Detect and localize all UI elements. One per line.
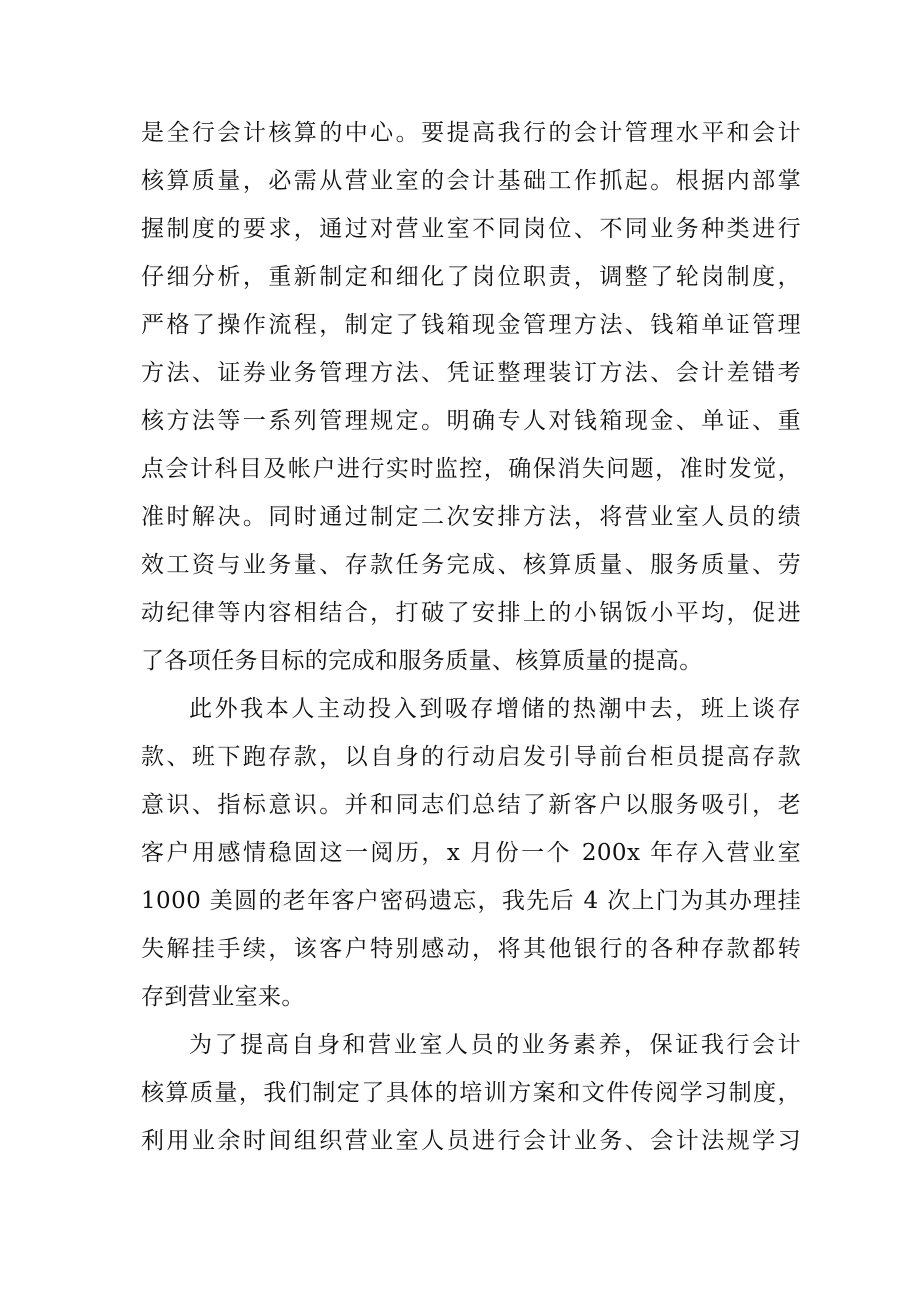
paragraph-2-line-6: 失解挂手续，该客户特别感动，将其他银行的各种存款都转 xyxy=(141,936,801,962)
paragraph-1-line-3: 握制度的要求，通过对营业室不同岗位、不同业务种类进行 xyxy=(141,216,801,242)
paragraph-3-line-3: 利用业余时间组织营业室人员进行会计业务、会计法规学习 xyxy=(141,1128,801,1154)
paragraph-1-line-7: 核方法等一系列管理规定。明确专人对钱箱现金、单证、重 xyxy=(141,408,801,434)
paragraph-1-line-10: 效工资与业务量、存款任务完成、核算质量、服务质量、劳 xyxy=(141,552,801,578)
paragraph-1-line-11: 动纪律等内容相结合，打破了安排上的小锅饭小平均，促进 xyxy=(141,600,801,626)
paragraph-3-line-2: 核算质量，我们制定了具体的培训方案和文件传阅学习制度， xyxy=(141,1080,801,1106)
paragraph-1-line-8: 点会计科目及帐户进行实时监控，确保消失问题，准时发觉， xyxy=(141,456,801,482)
paragraph-2-line-1: 此外我本人主动投入到吸存增储的热潮中去，班上谈存 xyxy=(189,696,801,722)
paragraph-1-line-2: 核算质量，必需从营业室的会计基础工作抓起。根据内部掌 xyxy=(141,168,801,194)
paragraph-2-line-4: 客户用感情稳固这一阅历，x 月份一个 200x 年存入营业室 xyxy=(141,840,801,866)
paragraph-2-line-2: 款、班下跑存款，以自身的行动启发引导前台柜员提高存款 xyxy=(141,744,801,770)
paragraph-1-line-9: 准时解决。同时通过制定二次安排方法，将营业室人员的绩 xyxy=(141,504,801,530)
paragraph-1-line-4: 仔细分析，重新制定和细化了岗位职责，调整了轮岗制度， xyxy=(141,264,801,290)
paragraph-2-line-7: 存到营业室来。 xyxy=(141,984,305,1010)
paragraph-2-line-5: 1000 美圆的老年客户密码遗忘，我先后 4 次上门为其办理挂 xyxy=(141,888,801,914)
paragraph-1-line-12: 了各项任务目标的完成和服务质量、核算质量的提高。 xyxy=(141,648,703,674)
paragraph-1-line-1: 是全行会计核算的中心。要提高我行的会计管理水平和会计 xyxy=(141,120,801,146)
paragraph-1-line-6: 方法、证券业务管理方法、凭证整理装订方法、会计差错考 xyxy=(141,360,801,386)
paragraph-3-line-1: 为了提高自身和营业室人员的业务素养，保证我行会计 xyxy=(189,1032,801,1058)
paragraph-1-line-5: 严格了操作流程，制定了钱箱现金管理方法、钱箱单证管理 xyxy=(141,312,801,338)
paragraph-2-line-3: 意识、指标意识。并和同志们总结了新客户以服务吸引，老 xyxy=(141,792,801,818)
